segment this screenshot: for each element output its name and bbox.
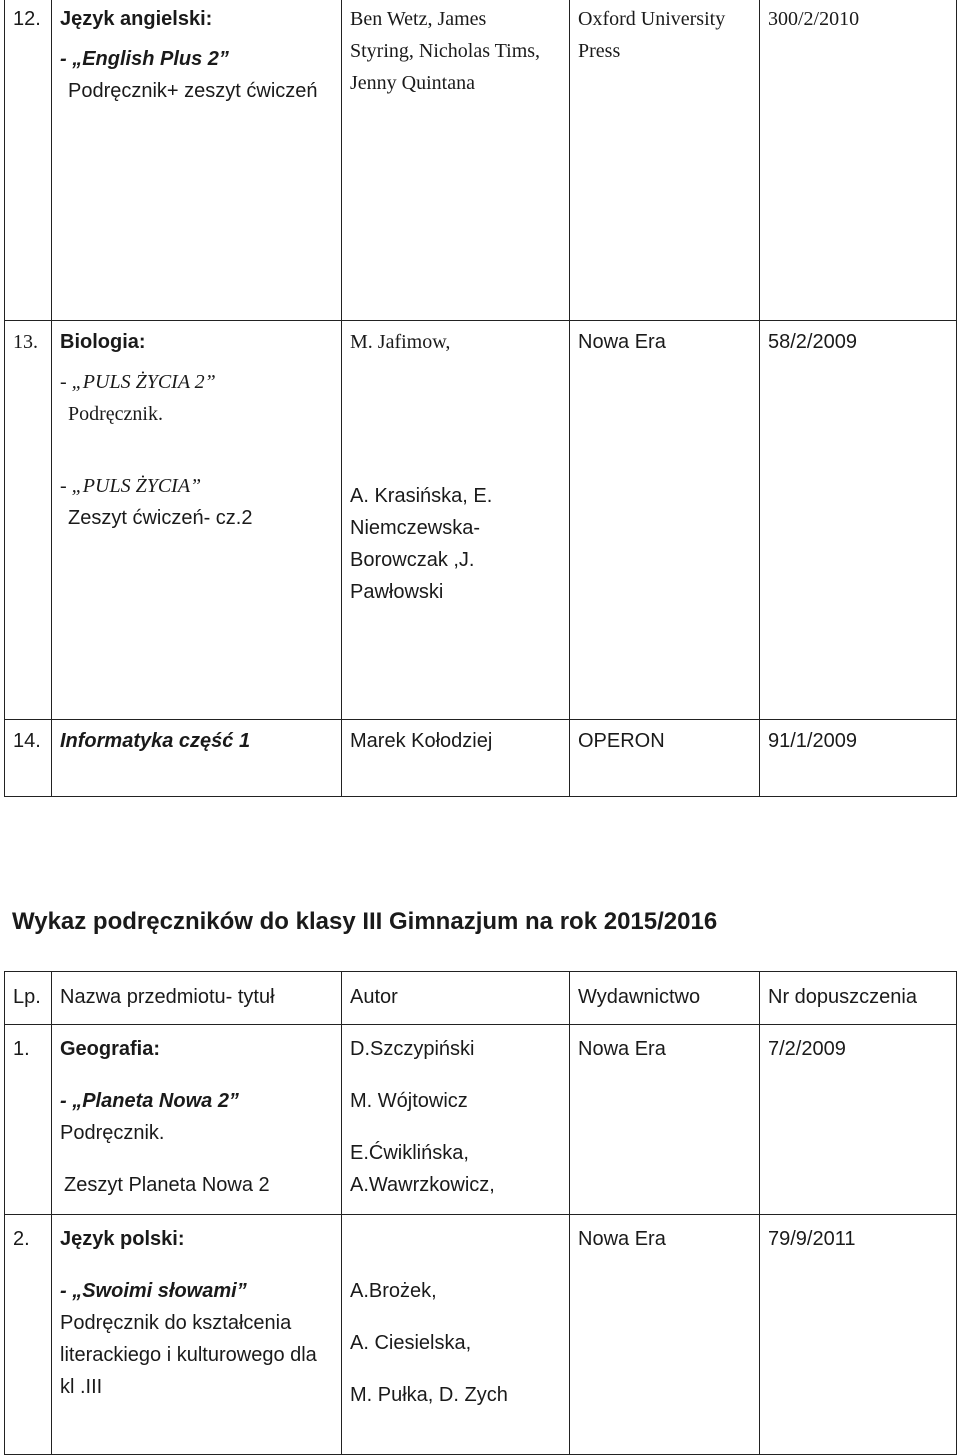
publisher: Nowa Era <box>578 1038 666 1060</box>
column-header-lp: Lp. <box>13 986 41 1008</box>
table-row <box>5 0 957 321</box>
publisher: Nowa Era <box>578 331 666 353</box>
book-description: Podręcznik do kształcenia <box>60 1312 292 1334</box>
subject-name: Geografia: <box>60 1038 161 1060</box>
subject-name: Język angielski: <box>60 8 213 30</box>
book-title: - „PULS ŻYCIA 2” <box>60 371 216 393</box>
book-description: literackiego i kulturowego dla <box>60 1344 317 1366</box>
table-row <box>5 321 957 720</box>
publisher: OPERON <box>578 730 665 752</box>
book-description: Podręcznik+ zeszyt ćwiczeń <box>68 80 318 102</box>
authors: Ben Wetz, James Styring, Nicholas Tims, Jenny Quintana <box>350 8 541 94</box>
book-description: kl .III <box>60 1376 103 1398</box>
publisher: Nowa Era <box>578 1228 666 1250</box>
subject-name: Język polski: <box>60 1228 185 1250</box>
section-heading: Wykaz podręczników do klasy III Gimnazjum na rok 2015/2016 <box>12 908 718 935</box>
row-number: 13. <box>13 331 38 353</box>
approval-number: 58/2/2009 <box>768 331 857 353</box>
column-header-approval: Nr dopuszczenia <box>768 986 917 1008</box>
approval-number: 79/9/2011 <box>768 1228 856 1250</box>
row-number: 14. <box>13 730 41 752</box>
authors: A. Krasińska, E. Niemczewska- Borowczak ,J. Pawłowski <box>350 485 493 603</box>
table-header-row <box>5 972 957 1025</box>
book-description: Podręcznik. <box>68 403 163 425</box>
book-title: - „English Plus 2” <box>60 48 229 70</box>
table-row <box>5 720 957 797</box>
publisher: Oxford University Press <box>578 8 726 62</box>
approval-number: 300/2/2010 <box>768 8 860 30</box>
column-header-publisher: Wydawnictwo <box>578 986 701 1008</box>
author: M. Jafimow, <box>350 331 451 353</box>
book-title: - „Planeta Nowa 2” <box>60 1090 239 1112</box>
approval-number: 91/1/2009 <box>768 730 857 752</box>
row-number: 1. <box>13 1038 30 1060</box>
book-description: Zeszyt ćwiczeń- cz.2 <box>68 507 253 529</box>
row-number: 12. <box>13 8 41 30</box>
book-title: - „PULS ŻYCIA” <box>60 475 202 497</box>
subject-name: Biologia: <box>60 331 146 353</box>
subject-name: Informatyka część 1 <box>60 730 251 752</box>
book-description: Zeszyt Planeta Nowa 2 <box>64 1174 270 1196</box>
textbook-table-class-3 <box>4 971 957 1455</box>
authors: A.Brożek, A. Ciesielska, M. Pułka, D. Zych <box>350 1280 508 1406</box>
table-row <box>5 1215 957 1455</box>
table-row <box>5 1025 957 1215</box>
author: Marek Kołodziej <box>350 730 493 752</box>
column-header-author: Autor <box>350 986 398 1008</box>
column-header-title: Nazwa przedmiotu- tytuł <box>60 986 275 1008</box>
authors: D.Szczypiński M. Wójtowicz E.Ćwiklińska, A.Wawrzkowicz, <box>350 1038 495 1196</box>
row-number: 2. <box>13 1228 30 1250</box>
approval-number: 7/2/2009 <box>768 1038 846 1060</box>
book-title: - „Swoimi słowami” <box>60 1280 247 1302</box>
textbook-table-continued <box>4 0 957 797</box>
book-description: Podręcznik. <box>60 1122 165 1144</box>
